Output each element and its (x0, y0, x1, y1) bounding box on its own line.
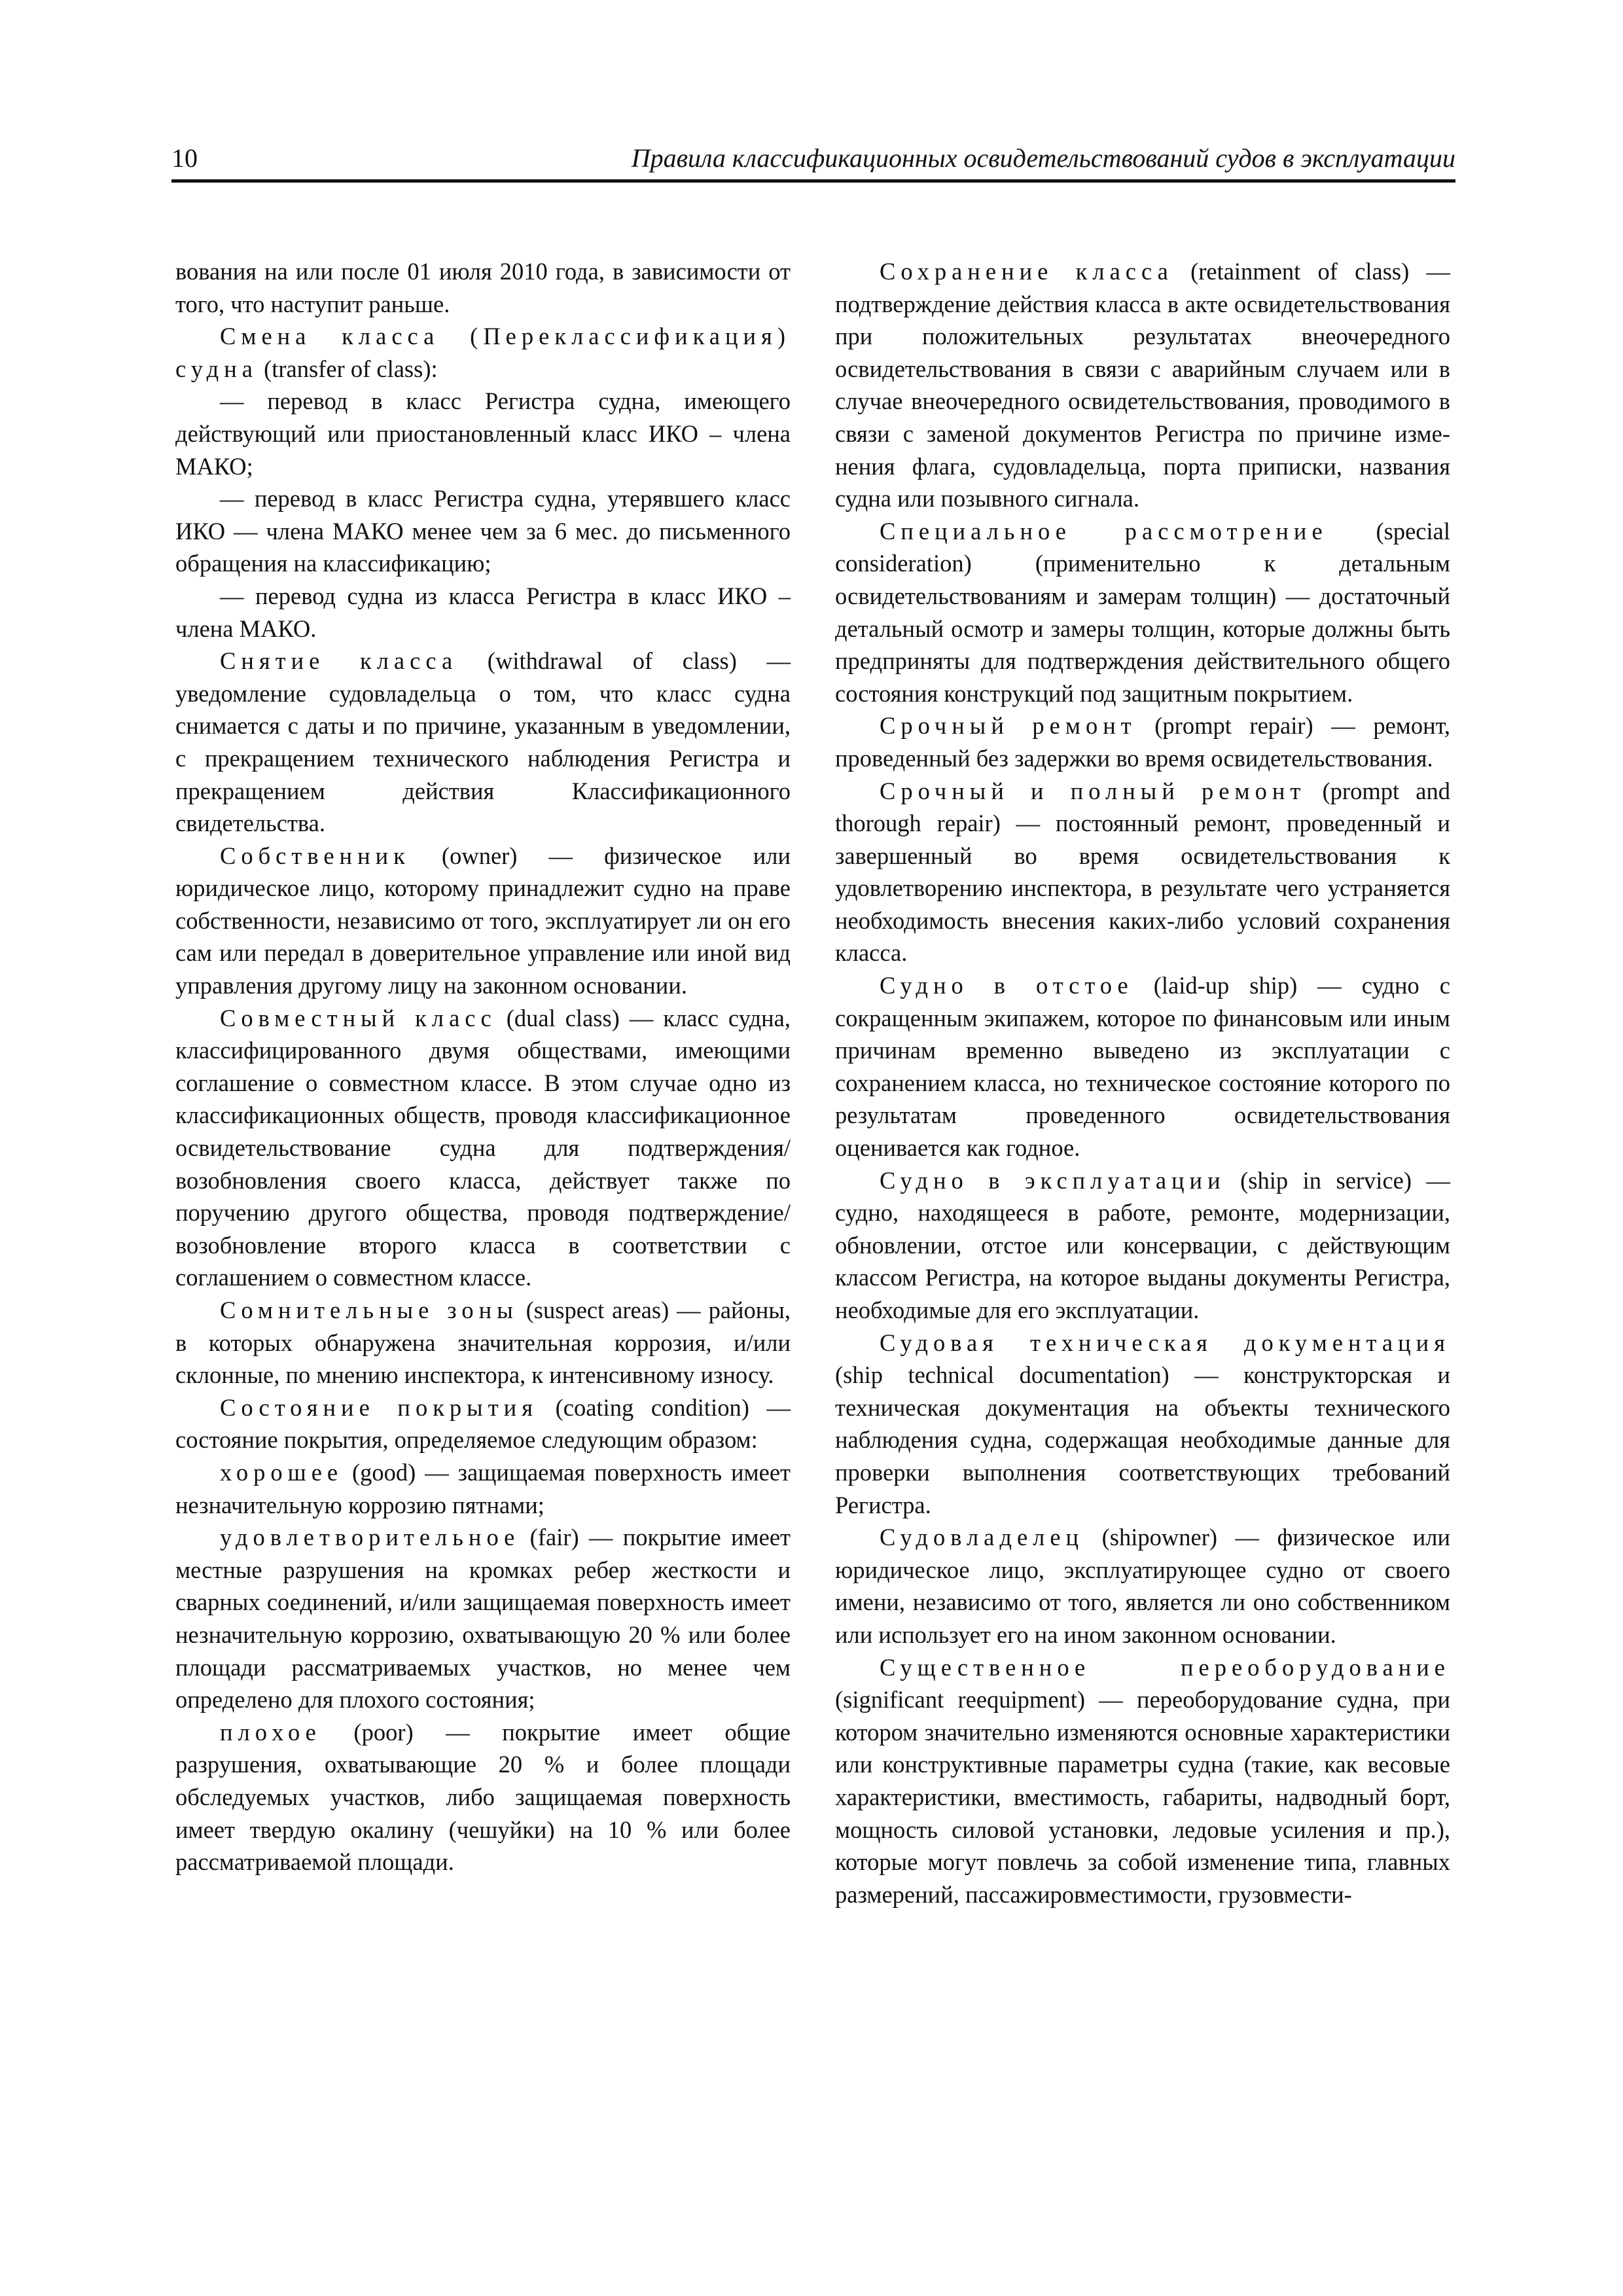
definition-text: — перевод судна из класса Регистра в класс ИКО – члена МАКО. (175, 582, 791, 642)
definition-text: вования на или после 01 июля 2010 года, в зависимости от того, что наступит раньше. (175, 258, 791, 317)
definition-paragraph (175, 1456, 791, 1521)
definition-paragraph (835, 969, 1450, 1164)
defined-term: Совместный класс (220, 1004, 497, 1031)
definition-paragraph (175, 255, 791, 320)
page-header (171, 143, 1455, 183)
running-title: Правила классификационных освидетельствований судов в эксплуатации (631, 143, 1455, 173)
definition-text: (prompt and thorough repair) — постоянный ремонт, проведенный и завершенный во время освидетельствования к удовлетворению инспектора, в результате чего устраняется необходимость внесения каких-либо условий сохранения класса. (835, 777, 1450, 967)
defined-term: Сомнительные зоны (220, 1297, 518, 1323)
defined-term: Судовладелец (880, 1524, 1084, 1551)
definition-text: (dual class) — класс судна, классифицированного двумя обществами, имеющими соглашение о совместном классе. В этом случае одно из классификационных обществ, проводя классификационное освидетельствование судна для подтверждения/возобновления своего класса, действует также по поручению другого общества, проводя подтверждение/возобновление второго класса в соответствии с соглашением о совместном классе. (175, 1004, 791, 1291)
definition-text: (fair) — покрытие имеет местные разрушения на кромках ребер жесткости и сварных соединений, и/или защищаемая поверхность имеет незначительную коррозию, охватывающую 20 % или более площади рассматриваемых участков, но менее чем определено для плохого состояния; (175, 1524, 791, 1713)
definition-text: (significant reequipment) — переоборудование судна, при котором значительно изменяются основные характеристики или конструктивные параметры судна (такие, как весовые характеристики, вместимость, габариты, надводный борт, мощность силовой установки, ледовые усиления и пр.), которые могут повлечь за собой изменение типа, главных размерений, пассажировместимости, грузовмести- (835, 1686, 1450, 1908)
definition-paragraph (835, 515, 1450, 710)
definition-paragraph (835, 1164, 1450, 1327)
defined-term: Смена класса (Переклассификация) судна (175, 323, 791, 382)
definition-paragraph (835, 1651, 1450, 1911)
definition-paragraph (175, 1294, 791, 1391)
definition-text: (retainment of class) — подтверждение действия класса в акте освидетельствования при положительных результатах внеочередного освидетельствования в связи с аварийным случаем или в случае внеочередного освидетельствования, проводимого в связи с заменой документов Регистра по причине изменения флага, судовладельца, порта приписки, названия судна или позывного сигнала. (835, 258, 1450, 512)
definition-text: (transfer of class): (257, 355, 438, 382)
definition-paragraph (835, 1521, 1450, 1651)
definition-paragraph (175, 1391, 791, 1456)
definition-text: (ship technical documentation) — конструкторская и техническая документация на объекты технического наблюдения судна, содержащая необходимые данные для проверки выполнения соответствующих требований Регистра. (835, 1361, 1450, 1518)
definition-text: — перевод в класс Регистра судна, имеющего действующий или приостановленный класс ИКО – члена МАКО; (175, 387, 791, 480)
definition-paragraph (175, 385, 791, 482)
definition-paragraph (175, 1716, 791, 1878)
definition-paragraph (835, 709, 1450, 774)
defined-term: Специальное рассмотрение (880, 517, 1328, 545)
definition-text: (suspect areas) — районы, в которых обнаружена значительная коррозия, и/или склонные, по мнению инспектора, к интенсивному износу. (175, 1297, 791, 1389)
definition-paragraph (835, 775, 1450, 970)
defined-term: Срочный и полный ремонт (880, 777, 1306, 804)
defined-term: хорошее (220, 1458, 344, 1486)
defined-term: Срочный ремонт (880, 712, 1137, 740)
defined-term: Собственник (220, 842, 410, 869)
right-column (835, 255, 1450, 1910)
definition-text: (prompt repair) — ремонт, проведенный без задержки во время освидетельствования. (835, 712, 1450, 772)
definition-paragraph (175, 580, 791, 645)
definition-paragraph (175, 1002, 791, 1294)
definition-text: (laid-up ship) — судно с сокращенным экипажем, которое по финансовым или иным причинам временно выведено из эксплуатации с сохранением класса, но техническое состояние которого по результатам проведенного освидетельствования оценивается как годное. (835, 972, 1450, 1162)
definition-text: (special consideration) (применительно к детальным освидетельствованиям и замерам толщин) — достаточный детальный осмотр и замеры толщин, которые должны быть предприняты для подтверждения действительного общего состояния конструкций под защитным покрытием. (835, 517, 1450, 707)
defined-term: Сохранение класса (880, 258, 1173, 285)
definition-paragraph (835, 255, 1450, 515)
definition-text: (owner) — физическое или юридическое лицо, которому принадлежит судно на праве собственности, независимо от того, эксплуатирует ли он его сам или передал в доверительное управление или иной вид управления другому лицу на законном основании. (175, 842, 791, 999)
defined-term: Судовая техническая документация (880, 1329, 1450, 1356)
definition-text: (poor) — покрытие имеет общие разрушения, охватывающие 20 % и более площади обследуемых участков, либо защищаемая поверхность имеет твердую окалину (чешуйки) на 10 % или более рассматриваемой площади. (175, 1718, 791, 1876)
definition-paragraph (175, 320, 791, 385)
definition-text: — перевод в класс Регистра судна, утерявшего класс ИКО — члена МАКО менее чем за 6 мес. до письменного обращения на классификацию; (175, 485, 791, 577)
definition-paragraph (175, 840, 791, 1002)
definition-text: (ship in service) — судно, находящееся в работе, ремонте, модернизации, обновлении, отстое или консервации, с действующим классом Регистра, на которое выданы документы Регистра, необходимые для его эксплуатации. (835, 1166, 1450, 1323)
left-column (175, 255, 791, 1878)
definition-text: (shipowner) — физическое или юридическое лицо, эксплуатирующее судно от своего имени, независимо от того, является ли оно собственником или использует его на ином законном основании. (835, 1524, 1450, 1648)
definition-text: (good) — защищаемая поверхность имеет незначительную коррозию пятнами; (175, 1458, 791, 1518)
defined-term: плохое (220, 1718, 321, 1746)
defined-term: Состояние покрытия (220, 1393, 538, 1421)
defined-term: удовлетворительное (220, 1524, 520, 1551)
defined-term: Судно в отстое (880, 972, 1133, 999)
definition-paragraph (175, 1521, 791, 1716)
definition-text: (withdrawal of class) — уведомление судовладельца о том, что класс судна снимается с даты и по причине, указанным в уведомлении, с прекращением технического наблюдения Регистра и прекращением действия Классификационного свидетельства. (175, 647, 791, 837)
page-number: 10 (171, 143, 198, 173)
definition-paragraph (835, 1327, 1450, 1522)
defined-term: Снятие класса (220, 647, 458, 675)
definition-paragraph (175, 645, 791, 840)
defined-term: Судно в эксплуатации (880, 1166, 1226, 1194)
definition-paragraph (175, 482, 791, 580)
defined-term: Существенное переоборудование (880, 1653, 1450, 1681)
definition-text: (coating condition) — состояние покрытия, определяемое следующим образом: (175, 1393, 791, 1454)
